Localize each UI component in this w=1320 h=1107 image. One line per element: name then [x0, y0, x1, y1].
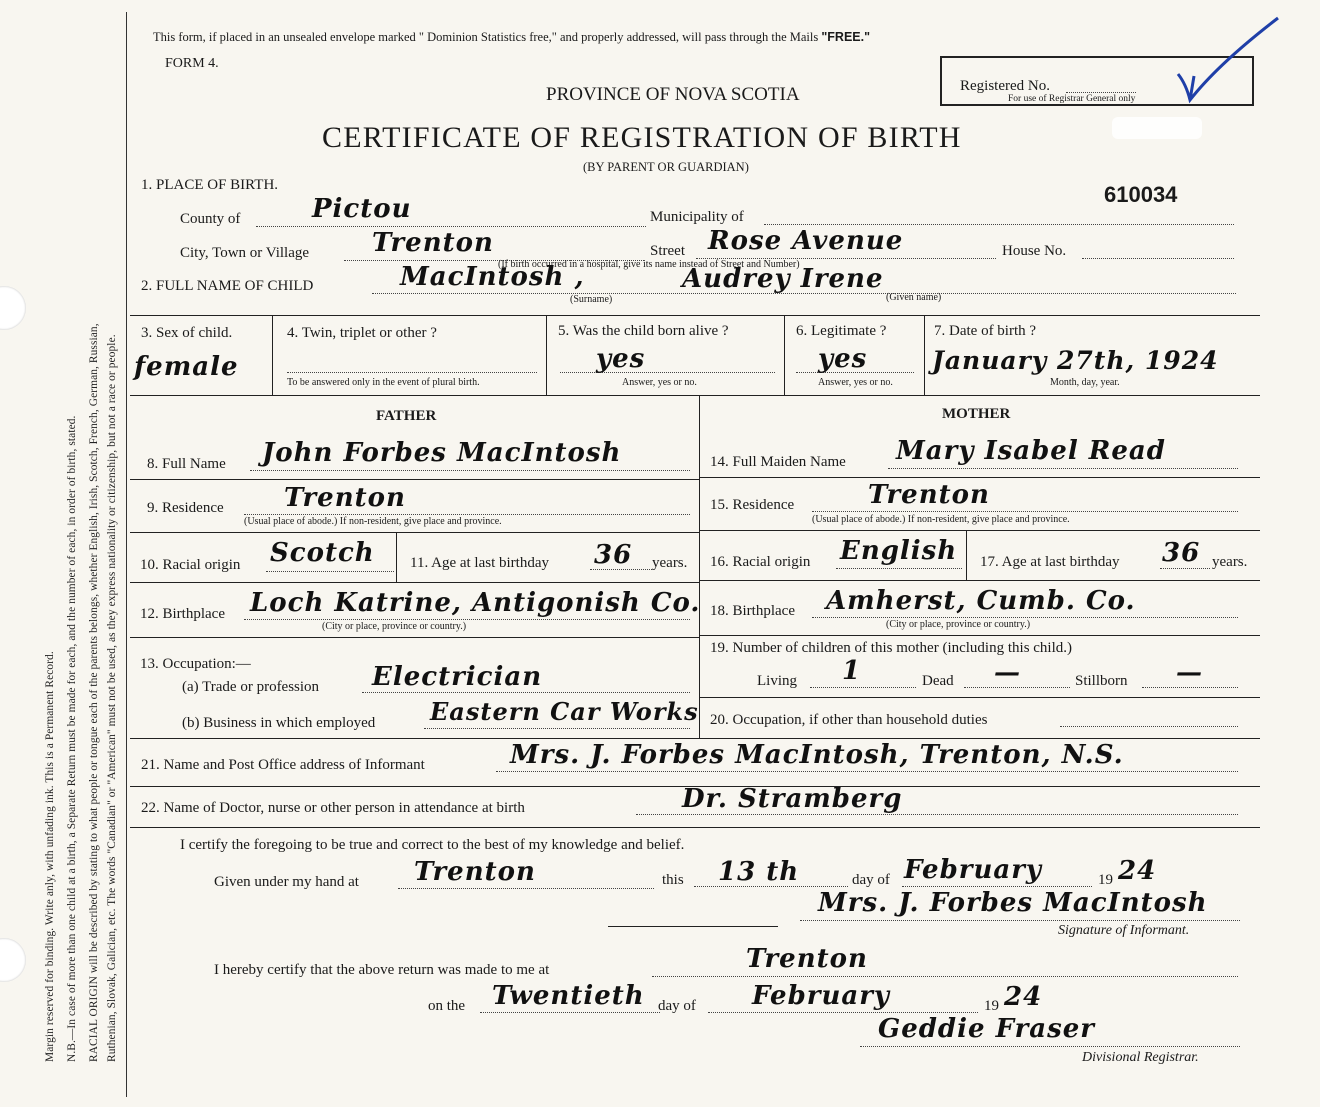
- divider: [699, 477, 1260, 478]
- sex-label: 3. Sex of child.: [141, 325, 233, 341]
- year-value: 24: [1118, 856, 1157, 886]
- stillborn-label: Stillborn: [1075, 673, 1128, 689]
- margin-rule: [126, 12, 127, 1097]
- day-of-label: day of: [852, 872, 890, 888]
- informant-value: Mrs. J. Forbes MacIntosh, Trenton, N.S.: [510, 740, 1124, 770]
- mother-racial-label: 16. Racial origin: [710, 554, 811, 570]
- child-name-label: 2. FULL NAME OF CHILD: [141, 278, 314, 294]
- divider: [784, 315, 785, 395]
- divider: [396, 532, 397, 582]
- month-value: February: [904, 855, 1043, 885]
- street-value: Rose Avenue: [708, 226, 904, 256]
- alive-line: [560, 372, 775, 373]
- surname-note: (Surname): [570, 294, 613, 305]
- mother-age-value: 36: [1162, 538, 1201, 568]
- mailing-notice: [153, 30, 870, 45]
- twin-line: [287, 372, 537, 373]
- return-month-value: February: [752, 981, 891, 1011]
- divider: [130, 395, 1260, 396]
- divider: [130, 479, 699, 480]
- divider: [699, 635, 1260, 636]
- province-heading: PROVINCE OF NOVA SCOTIA: [546, 84, 800, 105]
- punch-hole: [0, 938, 26, 982]
- trade-value: Electrician: [372, 662, 543, 692]
- given-name-note: (Given name): [886, 292, 942, 303]
- hospital-note: (If birth occurred in a hospital, give its name instead of Street and Number): [498, 259, 800, 270]
- business-label: (b) Business in which employed: [182, 715, 376, 731]
- legitimate-note: Answer, yes or no.: [818, 377, 893, 388]
- divider: [130, 532, 699, 533]
- place-of-birth-heading: 1. PLACE OF BIRTH.: [141, 177, 279, 193]
- doctor-line: [636, 814, 1238, 815]
- mother-birthplace-value: Amherst, Cumb. Co.: [826, 586, 1136, 616]
- father-birthplace-note: (City or place, province or country.): [322, 621, 467, 632]
- legitimate-label: 6. Legitimate ?: [796, 323, 887, 339]
- return-day-line: [480, 1012, 660, 1013]
- return-day-of-label: day of: [658, 998, 696, 1014]
- child-surname-value: MacIntosh ,: [400, 262, 585, 292]
- day-value: 13 th: [718, 857, 800, 887]
- month-line: [902, 886, 1092, 887]
- father-name-line: [250, 470, 690, 471]
- given-under-label: Given under my hand at: [214, 874, 359, 890]
- document-subtitle: (BY PARENT OR GUARDIAN): [583, 160, 749, 174]
- mother-residence-value: Trenton: [868, 480, 990, 510]
- registered-note: For use of Registrar General only: [1008, 94, 1136, 104]
- registrar-line: [860, 1046, 1240, 1047]
- divider: [699, 697, 1260, 698]
- mother-racial-line: [836, 568, 962, 569]
- dob-label: 7. Date of birth ?: [934, 323, 1037, 339]
- divider: [130, 582, 699, 583]
- father-residence-label: 9. Residence: [147, 500, 224, 516]
- return-label: I hereby certify that the above return was made to me at: [214, 962, 550, 978]
- return-day-value: Twentieth: [492, 981, 645, 1011]
- mother-birthplace-note: (City or place, province or country.): [886, 619, 1031, 630]
- dead-value: —: [994, 658, 1021, 688]
- check-mark-icon: [1168, 14, 1284, 106]
- alive-note: Answer, yes or no.: [622, 377, 697, 388]
- father-racial-line: [266, 571, 394, 572]
- father-racial-value: Scotch: [270, 538, 375, 568]
- signature-label: Signature of Informant.: [1058, 923, 1190, 938]
- child-given-value: Audrey Irene: [682, 264, 884, 294]
- father-age-value: 36: [594, 540, 633, 570]
- divider: [130, 637, 699, 638]
- registered-line: [1066, 92, 1136, 93]
- divider: [699, 395, 700, 738]
- father-birthplace-label: 12. Birthplace: [140, 606, 225, 622]
- twin-label: 4. Twin, triplet or other ?: [287, 325, 437, 341]
- county-value: Pictou: [312, 194, 412, 224]
- mother-name-value: Mary Isabel Read: [896, 436, 1166, 466]
- trade-line: [362, 692, 690, 693]
- mother-birthplace-line: [812, 617, 1238, 618]
- mother-residence-label: 15. Residence: [710, 497, 795, 513]
- registered-label: Registered No.: [960, 78, 1050, 94]
- father-name-label: 8. Full Name: [147, 456, 226, 472]
- dob-note: Month, day, year.: [1050, 377, 1120, 388]
- divider: [546, 315, 547, 395]
- mother-age-label: 17. Age at last birthday: [980, 554, 1120, 570]
- return-month-line: [708, 1012, 978, 1013]
- margin-note: Ruthenian, Slovak, Galician, etc. The words "Canadian" or "American" must not be used, as they express nationality or citizenship, but not a race or people.: [106, 334, 118, 1062]
- father-years-label: years.: [652, 555, 688, 571]
- dead-label: Dead: [922, 673, 954, 689]
- twin-note: To be answered only in the event of plural birth.: [287, 377, 480, 388]
- return-place-line: [652, 976, 1238, 977]
- return-place-value: Trenton: [746, 944, 868, 974]
- divider: [130, 738, 1260, 739]
- living-line: [810, 687, 916, 688]
- mother-occupation-label: 20. Occupation, if other than household duties: [710, 712, 988, 728]
- divider: [924, 315, 925, 395]
- mother-heading: MOTHER: [942, 406, 1011, 422]
- certify-statement: I certify the foregoing to be true and correct to the best of my knowledge and belief.: [180, 837, 685, 853]
- mother-years-label: years.: [1212, 554, 1248, 570]
- free-label: "FREE.": [821, 30, 871, 44]
- father-birthplace-value: Loch Katrine, Antigonish Co.: [250, 588, 701, 618]
- divider: [699, 530, 1260, 531]
- on-the-label: on the: [428, 998, 466, 1014]
- informant-line: [496, 771, 1238, 772]
- father-age-label: 11. Age at last birthday: [410, 555, 549, 571]
- legitimate-value: yes: [818, 344, 868, 374]
- children-count-label: 19. Number of children of this mother (including this child.): [710, 640, 1073, 656]
- registrar-label: Divisional Registrar.: [1082, 1050, 1199, 1065]
- divider: [699, 580, 1260, 581]
- return-year-value: 24: [1004, 982, 1043, 1012]
- municipality-label: Municipality of: [650, 209, 744, 225]
- mother-residence-note: (Usual place of abode.) If non-resident, give place and province.: [812, 514, 1070, 525]
- given-place-line: [398, 888, 654, 889]
- signature-line: [800, 920, 1240, 921]
- business-value: Eastern Car Works: [430, 697, 699, 726]
- city-value: Trenton: [372, 228, 494, 258]
- trade-label: (a) Trade or profession: [182, 679, 320, 695]
- divider: [272, 315, 273, 395]
- erasure-mark: [1112, 117, 1202, 139]
- father-birthplace-line: [244, 619, 690, 620]
- given-place-value: Trenton: [414, 857, 536, 887]
- father-residence-line: [244, 514, 690, 515]
- county-line: [256, 226, 646, 227]
- doctor-value: Dr. Stramberg: [682, 784, 903, 814]
- street-label: Street: [650, 243, 685, 259]
- registrar-signature: Geddie Fraser: [878, 1014, 1096, 1044]
- father-residence-value: Trenton: [284, 483, 406, 513]
- house-number-line: [1082, 258, 1234, 259]
- informant-signature: Mrs. J. Forbes MacIntosh: [818, 888, 1208, 918]
- mother-residence-line: [812, 511, 1238, 512]
- stillborn-value: —: [1176, 658, 1203, 688]
- mother-name-label: 14. Full Maiden Name: [710, 454, 846, 470]
- house-number-label: House No.: [1002, 243, 1067, 259]
- alive-label: 5. Was the child born alive ?: [558, 323, 729, 339]
- signature-rule: [608, 926, 778, 927]
- father-occupation-label: 13. Occupation:—: [140, 656, 251, 672]
- mother-age-line: [1160, 568, 1210, 569]
- father-residence-note: (Usual place of abode.) If non-resident, give place and province.: [244, 516, 502, 527]
- divider: [966, 530, 967, 580]
- form-number: FORM 4.: [165, 56, 219, 71]
- mother-racial-value: English: [840, 536, 958, 566]
- municipality-line: [764, 224, 1234, 225]
- living-label: Living: [757, 673, 797, 689]
- mother-occupation-line: [1060, 726, 1238, 727]
- divider: [130, 827, 1260, 828]
- father-name-value: John Forbes MacIntosh: [262, 438, 622, 468]
- living-value: 1: [842, 656, 862, 686]
- dob-value: January 27th, 1924: [932, 346, 1219, 375]
- sex-value: female: [134, 352, 239, 382]
- margin-note: Margin reserved for binding. Write anly, with unfading ink. This is a Permanent Record.: [44, 651, 56, 1062]
- certificate-number: 610034: [1104, 182, 1178, 207]
- doctor-label: 22. Name of Doctor, nurse or other person in attendance at birth: [141, 800, 525, 816]
- father-heading: FATHER: [376, 408, 437, 424]
- divider: [130, 315, 1260, 316]
- this-label: this: [662, 872, 684, 888]
- county-label: County of: [180, 211, 241, 227]
- margin-note: RACIAL ORIGIN will be described by stating to what people or tongue each of the parents belongs, whether English, Irish, Scotch, French, German, Russian,: [88, 323, 100, 1062]
- city-label: City, Town or Village: [180, 245, 310, 261]
- margin-note: N.B.—In case of more than one child at a birth, a Separate Return must be made for each, and the number of each, in order of birth, stated.: [66, 415, 78, 1062]
- mailing-notice-text: This form, if placed in an unsealed envelope marked " Dominion Statistics free," and properly addressed, will pass through the Mails: [153, 30, 819, 44]
- father-racial-label: 10. Racial origin: [140, 557, 241, 573]
- document-title: CERTIFICATE OF REGISTRATION OF BIRTH: [322, 121, 962, 154]
- informant-label: 21. Name and Post Office address of Informant: [141, 757, 425, 773]
- mother-birthplace-label: 18. Birthplace: [710, 603, 795, 619]
- return-year-prefix: 19: [984, 998, 999, 1014]
- punch-hole: [0, 286, 26, 330]
- alive-value: yes: [596, 344, 646, 374]
- business-line: [424, 728, 690, 729]
- mother-name-line: [888, 468, 1238, 469]
- year-prefix: 19: [1098, 872, 1113, 888]
